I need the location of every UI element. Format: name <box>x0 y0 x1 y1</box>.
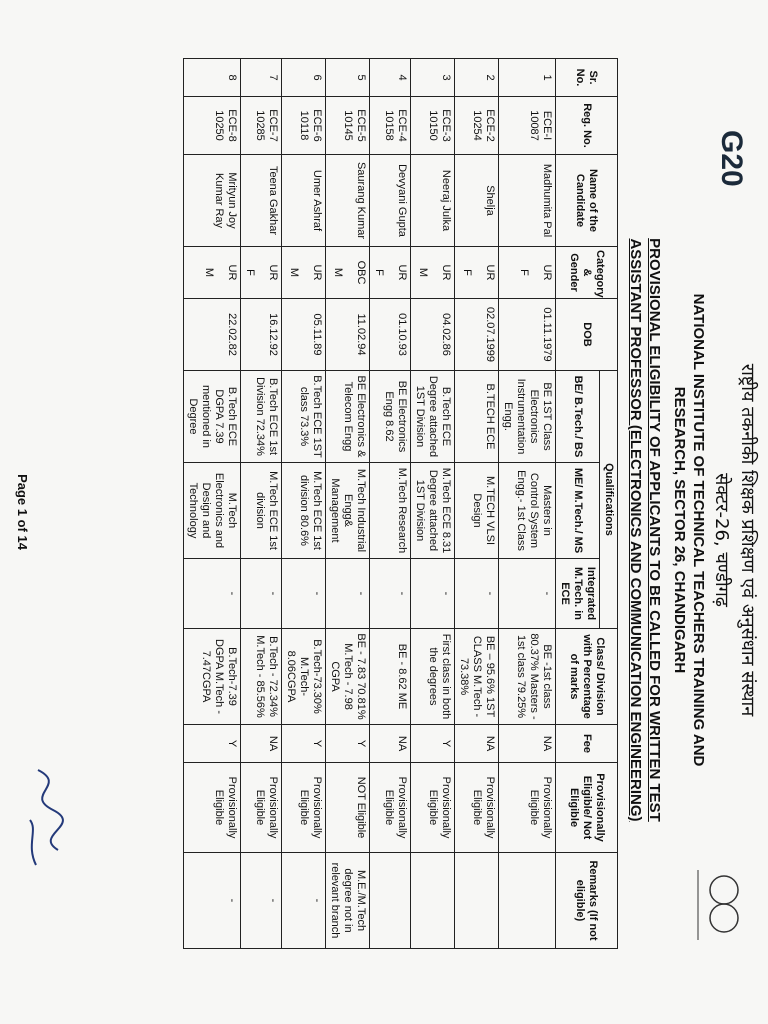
institute-line-1: NATIONAL INSTITUTE OF TECHNICAL TEACHERS TRAINING AND <box>690 293 707 767</box>
cell-remarks <box>499 853 556 949</box>
cell-sr: 3 <box>411 59 455 97</box>
notice-line-2: ASSISTANT PROFESSOR (ELECTRONICS AND COMMUNICATION ENGINEERING) <box>627 238 644 822</box>
cell-me: M.Tech ECE 8.31 Degree attached 1ST Division <box>411 463 455 559</box>
cell-sr: 4 <box>370 59 411 97</box>
cell-be: B.TECH ECE <box>455 371 499 463</box>
table-row <box>370 59 411 949</box>
gender-value: F <box>373 269 385 276</box>
notice-title <box>626 130 664 930</box>
gender-value: M <box>332 267 344 278</box>
cell-me: M.Tech Research <box>370 463 411 559</box>
cell-be: B.Tech ECE 1ST class 73.3% <box>282 371 326 463</box>
cell-dob: 16.12.92 <box>241 299 282 371</box>
cell-integrated: - <box>241 559 282 629</box>
cell-sr: 6 <box>282 59 326 97</box>
cell-me: Masters in Control System Engg.- 1st Class <box>499 463 556 559</box>
cell-reg: ECE-3 10150 <box>411 97 455 155</box>
cell-cat <box>241 247 282 299</box>
table-header-row <box>600 59 618 949</box>
cell-dob: 01.10.93 <box>370 299 411 371</box>
cell-dob: 04.02.86 <box>411 299 455 371</box>
col-integrated: Integrated M.Tech. in ECE <box>556 559 600 629</box>
cell-sr: 7 <box>241 59 282 97</box>
category-value: UR <box>267 264 279 281</box>
notice-line-1: PROVISIONAL ELIGIBILITY OF APPLICANTS TO BE CALLED FOR WRITTEN TEST <box>646 238 663 822</box>
category-value: UR <box>541 264 553 281</box>
cell-remarks: - <box>241 853 282 949</box>
cell-integrated: - <box>184 559 241 629</box>
cell-division: B.Tech-7.39 DGPA M.Tech - 7.47CGPA <box>184 629 241 725</box>
cell-be: BE Electronics Engg 8.62 <box>370 371 411 463</box>
cell-dob: 05.11.89 <box>282 299 326 371</box>
cell-remarks <box>455 853 499 949</box>
eligibility-table <box>183 58 618 949</box>
cell-cat <box>411 247 455 299</box>
table-row <box>184 59 241 949</box>
cell-integrated: - <box>411 559 455 629</box>
cell-cat <box>326 247 370 299</box>
gender-value: F <box>244 269 256 276</box>
cell-cat <box>370 247 411 299</box>
cell-name: Neeraj Julka <box>411 155 455 247</box>
cell-fee: Y <box>411 725 455 763</box>
cell-fee: NA <box>455 725 499 763</box>
emblem-icon <box>686 860 746 950</box>
cell-cat <box>282 247 326 299</box>
cell-eligible: Provisionally Eligible <box>241 763 282 853</box>
cell-eligible: Provisionally Eligible <box>184 763 241 853</box>
col-category: Category & Gender <box>556 247 618 299</box>
col-dob: DOB <box>556 299 618 371</box>
cell-division: BE - 8.62 ME <box>370 629 411 725</box>
cell-division: BE -1st class 80.37% Masters - 1st class 79.25% <box>499 629 556 725</box>
cell-eligible: NOT Eligible <box>326 763 370 853</box>
col-reg: Reg. No. <box>556 97 618 155</box>
cell-remarks <box>370 853 411 949</box>
category-value: UR <box>226 264 238 281</box>
cell-integrated: - <box>326 559 370 629</box>
cell-name: Teena Gakhar <box>241 155 282 247</box>
cell-me: M.Tech ECE 1st division 80.6% <box>282 463 326 559</box>
cell-name: Umer Ashraf <box>282 155 326 247</box>
cell-remarks: M.E./M.Tech degree not in relevant branch <box>326 853 370 949</box>
table-body <box>184 59 556 949</box>
category-value: UR <box>440 264 452 281</box>
table-row <box>455 59 499 949</box>
cell-fee: Y <box>184 725 241 763</box>
cell-reg: ECE-6 10118 <box>282 97 326 155</box>
cell-division: First class in both the degrees <box>411 629 455 725</box>
hindi-title <box>708 270 760 810</box>
cell-sr: 2 <box>455 59 499 97</box>
col-eligible: Provisionally Eligible/ Not Eligible <box>556 763 618 853</box>
letterhead <box>598 0 768 1024</box>
cell-name: Devyani Gupta <box>370 155 411 247</box>
gender-value: F <box>461 269 473 276</box>
cell-division: B.Tech-73.30% M.Tech-8.06CGPA <box>282 629 326 725</box>
cell-remarks: - <box>184 853 241 949</box>
cell-fee: Y <box>282 725 326 763</box>
cell-dob: 01.11.1979 <box>499 299 556 371</box>
cell-cat <box>455 247 499 299</box>
page-number: Page 1 of 14 <box>15 474 30 550</box>
cell-be: B.Tech ECE DGPA 7.39 mentioned in Degree <box>184 371 241 463</box>
cell-sr: 5 <box>326 59 370 97</box>
cell-reg: ECE-8 10250 <box>184 97 241 155</box>
col-qualifications: Qualifications <box>600 371 618 629</box>
table-row <box>241 59 282 949</box>
category-value: OBC <box>355 260 367 285</box>
gender-value: M <box>288 267 300 278</box>
cell-remarks <box>411 853 455 949</box>
col-fee: Fee <box>556 725 618 763</box>
cell-division: BE - 7.83 70.81% M.Tech - 7.98 CGPA <box>326 629 370 725</box>
cell-sr: 1 <box>499 59 556 97</box>
cell-fee: NA <box>499 725 556 763</box>
col-name: Name of the Candidate <box>556 155 618 247</box>
cell-integrated: - <box>370 559 411 629</box>
institute-name <box>670 200 708 860</box>
cell-me: M.Tech ECE 1st division <box>241 463 282 559</box>
cell-integrated: - <box>499 559 556 629</box>
cell-be: BE Electronics & Telecom Engg <box>326 371 370 463</box>
cell-reg: ECE-7 10285 <box>241 97 282 155</box>
cell-name: Saurang Kumar <box>326 155 370 247</box>
hindi-name: राष्ट्रीय तकनीकी शिक्षक प्रशिक्षण एवं अनुसंधान संस्थान <box>737 363 758 717</box>
cell-reg: ECE-I 10087 <box>499 97 556 155</box>
cell-cat <box>184 247 241 299</box>
category-value: UR <box>484 264 496 281</box>
cell-integrated: - <box>455 559 499 629</box>
gender-value: M <box>417 267 429 278</box>
cell-integrated: - <box>282 559 326 629</box>
cell-dob: 02.07.1999 <box>455 299 499 371</box>
cell-name: Madhumita Pal <box>499 155 556 247</box>
category-value: UR <box>396 264 408 281</box>
cell-eligible: Provisionally Eligible <box>455 763 499 853</box>
cell-be: B.Tech ECE Degree attached 1ST Division <box>411 371 455 463</box>
col-be: BE/ B.Tech./ BS <box>556 371 600 463</box>
cell-eligible: Provisionally Eligible <box>282 763 326 853</box>
cell-eligible: Provisionally Eligible <box>370 763 411 853</box>
cell-me: M.TECH VLSI Design <box>455 463 499 559</box>
cell-be: B.Tech ECE 1st Division 72.34% <box>241 371 282 463</box>
cell-name: Mrityun Joy Kumar Ray <box>184 155 241 247</box>
cell-reg: ECE-4 10158 <box>370 97 411 155</box>
cell-me: M.Tech Industrial Engg& Management <box>326 463 370 559</box>
cell-fee: Y <box>326 725 370 763</box>
table-row <box>326 59 370 949</box>
hindi-location: सेक्टर-26, चण्डीगढ़ <box>711 473 732 607</box>
cell-fee: NA <box>370 725 411 763</box>
cell-dob: 22.02.82 <box>184 299 241 371</box>
cell-me: M.Tech Electronics and Design and Technology <box>184 463 241 559</box>
cell-reg: ECE-5 10145 <box>326 97 370 155</box>
cell-be: BE 1ST Class Electronics Instrumentation Engg. <box>499 371 556 463</box>
cell-division: B.Tech - 72.34% M.Tech - 85.56% <box>241 629 282 725</box>
cell-dob: 11.02.94 <box>326 299 370 371</box>
cell-sr: 8 <box>184 59 241 97</box>
cell-reg: ECE-2 10254 <box>455 97 499 155</box>
table-row <box>411 59 455 949</box>
cell-eligible: Provisionally Eligible <box>499 763 556 853</box>
table-row <box>499 59 556 949</box>
category-value: UR <box>311 264 323 281</box>
cell-fee: NA <box>241 725 282 763</box>
g20-logo: G20 <box>715 130 748 187</box>
col-me: ME/ M.Tech./ MS <box>556 463 600 559</box>
cell-cat <box>499 247 556 299</box>
cell-division: BE – 95.6% 1ST CLASS M.Tech - 73.38% <box>455 629 499 725</box>
cell-eligible: Provisionally Eligible <box>411 763 455 853</box>
col-division: Class/ Division with Percentage of marks <box>556 629 618 725</box>
cell-name: Shelja <box>455 155 499 247</box>
cell-remarks: - <box>282 853 326 949</box>
col-remarks: Remarks (If not eligible) <box>556 853 618 949</box>
col-sr: Sr. No. <box>556 59 618 97</box>
gender-value: M <box>203 267 215 278</box>
institute-line-2: RESEARCH, SECTOR 26, CHANDIGARH <box>671 386 688 674</box>
table-row <box>282 59 326 949</box>
gender-value: F <box>518 269 530 276</box>
